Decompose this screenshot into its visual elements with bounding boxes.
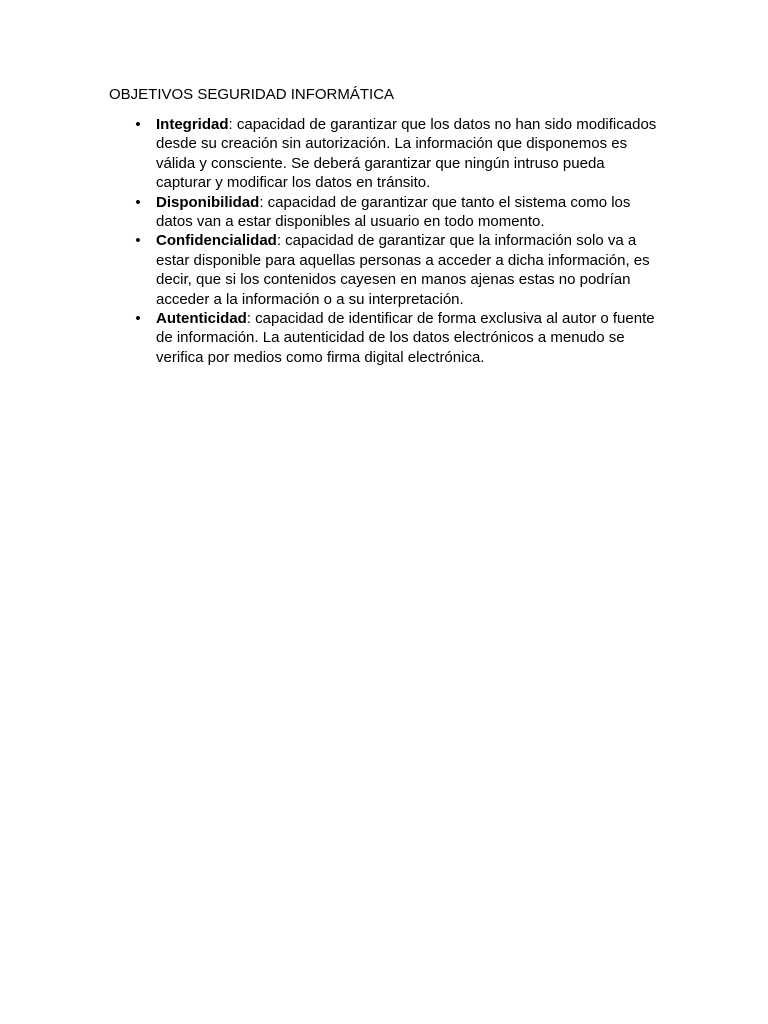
objective-term: Disponibilidad [156,193,260,211]
document-title: OBJETIVOS SEGURIDAD INFORMÁTICA [109,86,395,103]
objective-text [156,309,661,367]
list-item-integridad [109,115,669,193]
objective-description: : capacidad de garantizar que tanto el sistema como los datos van a estar disponibles al usuario en todo momento. [156,193,631,231]
bullet-icon: • [135,116,141,133]
objective-text [156,193,661,232]
objective-term: Autenticidad [156,310,247,328]
list-item-confidencialidad [109,231,669,309]
objective-description: : capacidad de garantizar que la información solo va a estar disponible para aquellas personas a acceder a dicha información, es decir, que si los contenidos cayesen en manos ajenas estas no podrían acceder a la información o a su interpretación. [156,232,650,308]
bullet-icon: • [135,193,141,211]
objective-term: Confidencialidad [156,232,277,250]
list-item-disponibilidad [109,193,669,232]
objective-description: : capacidad de garantizar que los datos no han sido modificados desde su creación sin autorización. La información que disponemos es válida y consciente. Se deberá garantizar que ningún intruso pueda capturar y modificar los datos en tránsito. [156,116,657,192]
objectives-list [109,115,669,367]
objective-description: : capacidad de identificar de forma exclusiva al autor o fuente de información. La autenticidad de los datos electrónicos a menudo se verifica por medios como firma digital electrónica. [156,310,655,366]
bullet-icon: • [135,232,141,250]
objective-term: Integridad [156,116,229,133]
bullet-icon: • [135,310,141,328]
list-item-autenticidad [109,309,669,367]
objective-text [156,115,661,193]
objective-text [156,231,661,309]
